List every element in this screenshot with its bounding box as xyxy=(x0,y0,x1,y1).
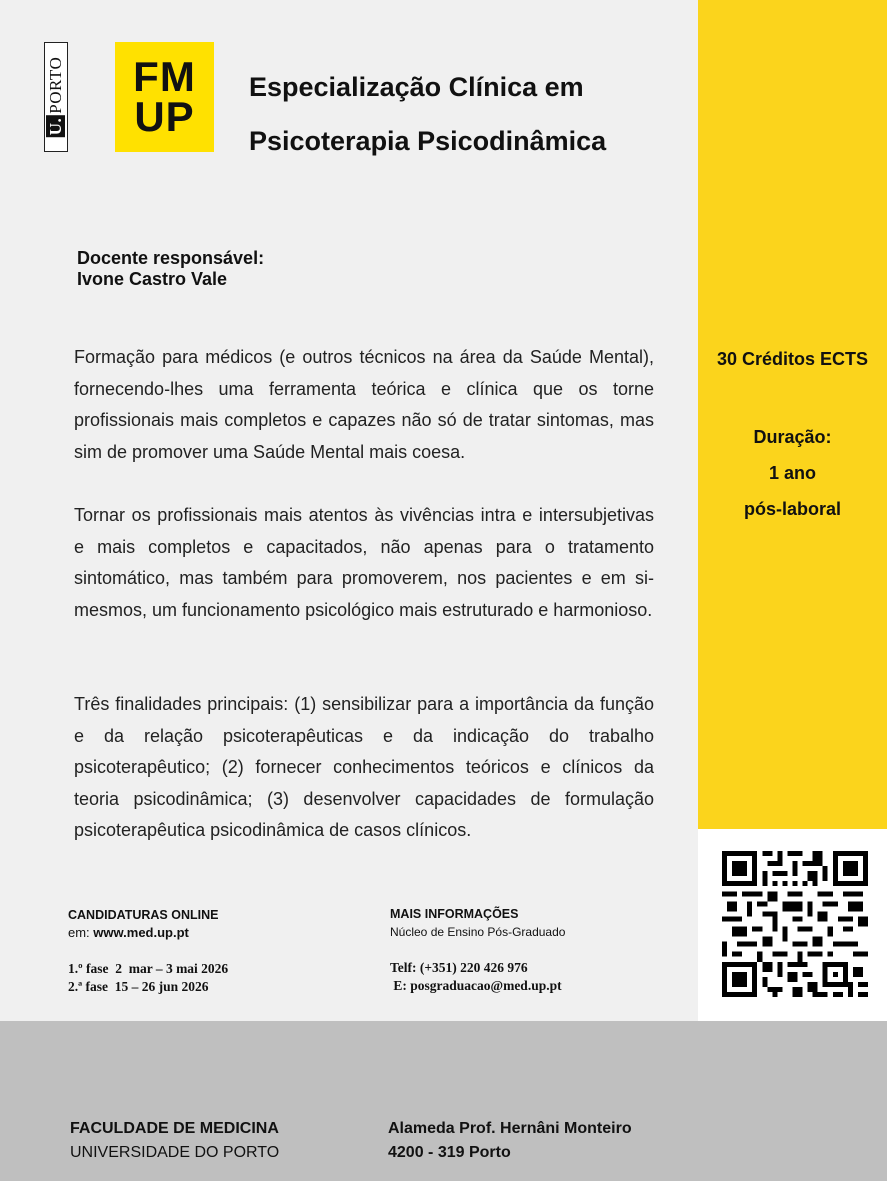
mais-informacoes-block xyxy=(390,905,565,995)
address-line-2: 4200 - 319 Porto xyxy=(388,1144,511,1161)
uporto-logo-prefix: U. xyxy=(46,117,65,136)
address-block xyxy=(388,1117,632,1165)
description-paragraph-1: Formação para médicos (e outros técnicos na área da Saúde Mental), fornecendo-lhes uma ferramenta teórica e clínica que os torne profissionais mais completos e capazes não só de tratar sintomas, mas sim de promover uma Saúde Mental mais coesa. xyxy=(74,347,654,462)
docente-label: Docente responsável: xyxy=(77,248,265,268)
footer xyxy=(0,1021,887,1181)
yellow-sidebar xyxy=(698,0,887,829)
qr-code-icon[interactable] xyxy=(722,851,868,997)
site-link[interactable]: www.med.up.pt xyxy=(93,925,189,940)
site-prefix: em: xyxy=(68,925,94,940)
email-link[interactable]: E: posgraduacao@med.up.pt xyxy=(390,978,562,993)
candidaturas-site-line xyxy=(68,924,228,942)
fase-1: 1.º fase 2 mar – 3 mai 2026 xyxy=(68,961,229,976)
mais-info-heading: MAIS INFORMAÇÕES xyxy=(390,907,519,921)
title-line1: Especialização Clínica em xyxy=(249,72,584,102)
duracao-label: Duração: xyxy=(753,427,832,447)
page-title xyxy=(249,60,669,168)
uporto-logo xyxy=(44,42,68,152)
title-line2: Psicoterapia Psicodinâmica xyxy=(249,126,607,156)
faculdade-block xyxy=(70,1117,279,1165)
duracao-value: 1 ano xyxy=(768,463,816,483)
nucleo-text: Núcleo de Ensino Pós-Graduado xyxy=(390,925,566,939)
fmup-logo-line1: FM xyxy=(133,53,196,100)
duracao-block xyxy=(698,419,887,527)
fmup-logo-line2: UP xyxy=(134,93,195,140)
candidaturas-heading: CANDIDATURAS ONLINE xyxy=(68,908,219,922)
docente-block xyxy=(77,248,264,290)
description-paragraph-2: Tornar os profissionais mais atentos às vivências intra e intersubjetivas e mais completos e capacitados, não apenas para o tratamento sintomático, mas também para promoverem, nos pacientes e em si-mesmos, um funcionamento psicológico mais estruturado e harmonioso. xyxy=(74,505,654,620)
qr-code-box xyxy=(698,829,887,1022)
fmup-logo xyxy=(115,42,214,152)
ects-credits: 30 Créditos ECTS xyxy=(716,349,869,369)
regime: pós-laboral xyxy=(743,499,841,519)
address-line-1: Alameda Prof. Hernâni Monteiro xyxy=(388,1120,632,1137)
uporto-logo-text: PORTO xyxy=(46,56,65,114)
fase-2: 2.ª fase 15 – 26 jun 2026 xyxy=(68,979,209,994)
telephone: Telf: (+351) 220 426 976 xyxy=(390,960,528,975)
docente-name: Ivone Castro Vale xyxy=(77,269,228,289)
description-paragraph-3: Três finalidades principais: (1) sensibilizar para a importância da função e da relação psicoterapêuticas e da indicação do trabalho psicoterapêutico; (2) fornecer conhecimentos teóricos e clínicos da teoria psicodinâmica; (3) desenvolver capacidades de formulação psicoterapêutica psicodinâmica de casos clínicos. xyxy=(74,694,654,840)
candidaturas-block xyxy=(68,906,228,996)
faculdade-name: FACULDADE DE MEDICINA xyxy=(70,1120,279,1137)
universidade-name: UNIVERSIDADE DO PORTO xyxy=(70,1144,280,1161)
